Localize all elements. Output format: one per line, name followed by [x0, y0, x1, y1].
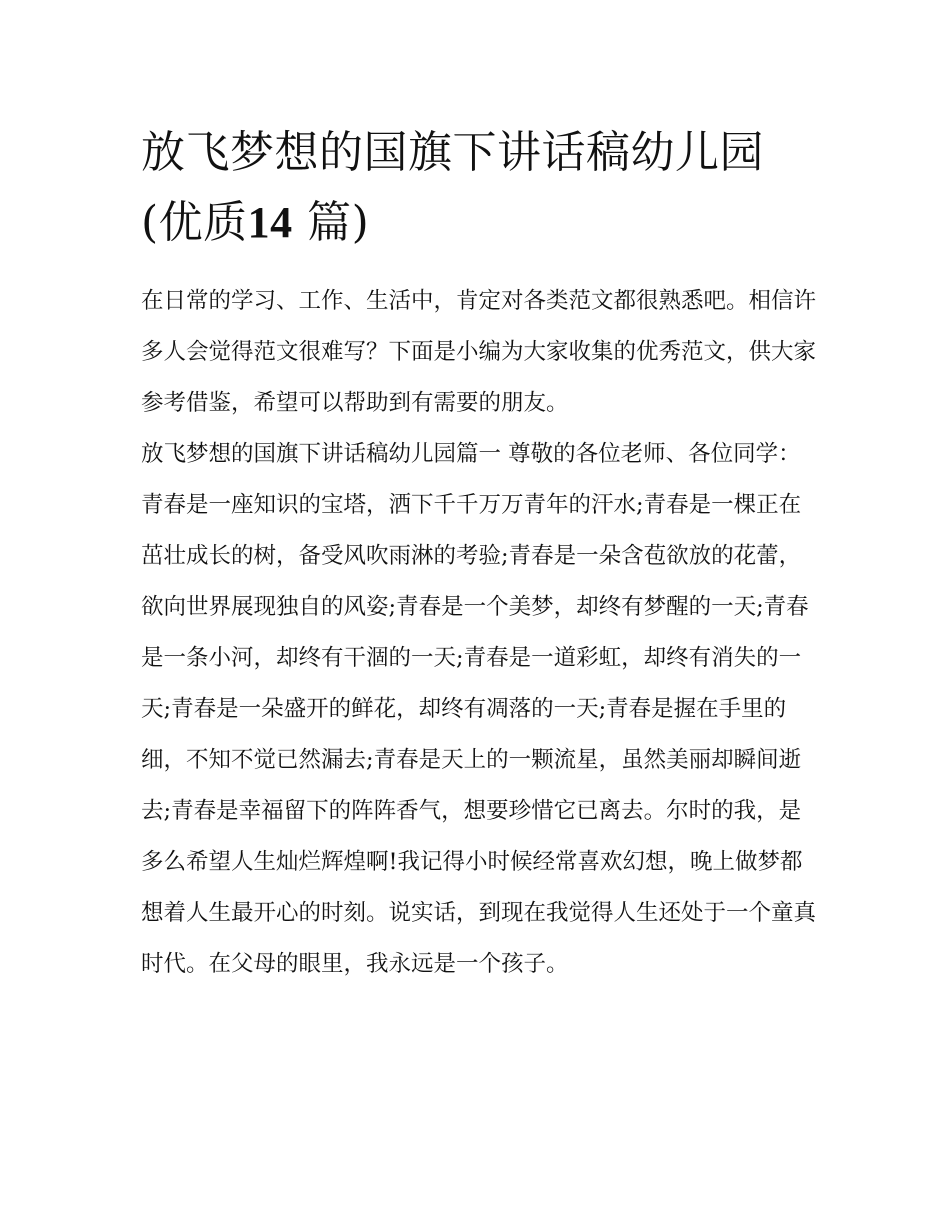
title-number: 14 [247, 198, 293, 247]
section-heading-paragraph: 放飞梦想的国旗下讲话稿幼儿园篇一 尊敬的各位老师、各位同学： [141, 441, 801, 467]
intro-paragraph: 在日常的学习、工作、生活中，肯定对各类范文都很熟悉吧。相信许多人会觉得范文很难写？下面是小编为大家收集的优秀范文，供大家参考借鉴，希望可以帮助到有需要的朋友。 [141, 288, 817, 416]
body-paragraph: 青春是一座知识的宝塔，洒下千千万万青年的汗水;青春是一棵正在茁壮成长的树，备受风吹雨淋的考验;青春是一朵含苞欲放的花蕾，欲向世界展现独自的风姿;青春是一个美梦，却终有梦醒的一天;青春是一条小河，却终有干涸的一天;青春是一道彩虹，却终有消失的一天;青春是一朵盛开的鲜花，却终有凋落的一天;青春是握在手里的细，不知不觉已然漏去;青春是天上的一颗流星，虽然美丽却瞬间逝去;青春是幸福留下的阵阵香气，想要珍惜它已离去。尔时的我，是多么希望人生灿烂辉煌啊!我记得小时候经常喜欢幻想，晚上做梦都想着人生最开心的时刻。说实话，到现在我觉得人生还处于一个童真时代。在父母的眼里，我永远是一个孩子。 [141, 492, 817, 977]
title-text-part2: 篇) [307, 197, 370, 248]
document-title [141, 118, 821, 258]
title-text-part1: 放飞梦想的国旗下讲话稿幼儿园(优质 [141, 127, 764, 248]
document-body [141, 118, 821, 990]
